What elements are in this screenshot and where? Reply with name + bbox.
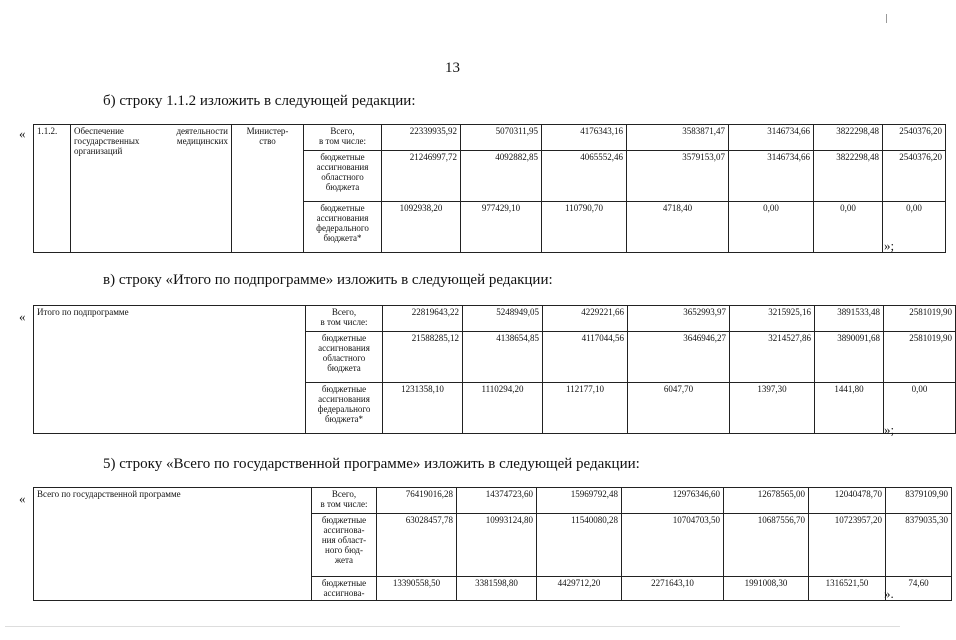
value-cell: 3146734,66 xyxy=(729,125,814,151)
value-cell: 6047,70 xyxy=(628,383,730,434)
type-total: Всего, в том числе: xyxy=(306,306,383,332)
value-cell: 3822298,48 xyxy=(814,151,883,202)
value-cell: 4429712,20 xyxy=(537,577,622,601)
value-cell: 1991008,30 xyxy=(724,577,809,601)
section-c-heading: 5) строку «Всего по государственной программе» изложить в следующей редакции: xyxy=(103,456,640,472)
value-cell: 3583871,47 xyxy=(627,125,729,151)
value-cell: 3214527,86 xyxy=(730,332,815,383)
value-cell: 3891533,48 xyxy=(815,306,884,332)
value-cell: 4138654,85 xyxy=(463,332,543,383)
close-quote: »; xyxy=(884,422,895,437)
row-name: Итого по подпрограмме xyxy=(34,306,306,434)
row-executor: Министер- ство xyxy=(232,125,304,253)
value-cell: 0,00 xyxy=(884,383,956,434)
type-federal: бюджетные ассигнова- xyxy=(312,577,377,601)
value-cell: 4092882,85 xyxy=(461,151,542,202)
close-quote: ». xyxy=(884,586,894,601)
row-code: 1.1.2. xyxy=(34,125,71,253)
value-cell: 21246997,72 xyxy=(382,151,461,202)
value-cell: 12040478,70 xyxy=(809,488,886,514)
value-cell: 1441,80 xyxy=(815,383,884,434)
value-cell: 4117044,56 xyxy=(543,332,628,383)
value-cell: 1316521,50 xyxy=(809,577,886,601)
value-cell: 12678565,00 xyxy=(724,488,809,514)
type-federal: бюджетные ассигнования федерального бюджета* xyxy=(304,202,382,253)
value-cell: 8379109,90 xyxy=(886,488,952,514)
value-cell: 1397,30 xyxy=(730,383,815,434)
section-c-table xyxy=(33,487,952,601)
value-cell: 10993124,80 xyxy=(457,514,537,577)
table-row xyxy=(34,306,956,332)
scan-edge xyxy=(5,626,900,627)
value-cell: 2540376,20 xyxy=(883,151,946,202)
value-cell: 977429,10 xyxy=(461,202,542,253)
type-total: Всего, в том числе: xyxy=(312,488,377,514)
open-quote: « xyxy=(19,309,26,324)
value-cell: 63028457,78 xyxy=(377,514,457,577)
value-cell: 22819643,22 xyxy=(383,306,463,332)
value-cell: 12976346,60 xyxy=(622,488,724,514)
value-cell: 4176343,16 xyxy=(542,125,627,151)
close-quote: »; xyxy=(884,238,895,253)
value-cell: 2271643,10 xyxy=(622,577,724,601)
row-name: Всего по государственной программе xyxy=(34,488,312,601)
value-cell: 0,00 xyxy=(814,202,883,253)
table-row xyxy=(34,488,952,514)
value-cell: 13390558,50 xyxy=(377,577,457,601)
value-cell: 10723957,20 xyxy=(809,514,886,577)
value-cell: 2581019,90 xyxy=(884,332,956,383)
type-total: Всего, в том числе: xyxy=(304,125,382,151)
value-cell: 4718,40 xyxy=(627,202,729,253)
value-cell: 10704703,50 xyxy=(622,514,724,577)
value-cell: 3215925,16 xyxy=(730,306,815,332)
value-cell: 8379035,30 xyxy=(886,514,952,577)
value-cell: 1231358,10 xyxy=(383,383,463,434)
value-cell: 15969792,48 xyxy=(537,488,622,514)
value-cell: 110790,70 xyxy=(542,202,627,253)
value-cell: 3381598,80 xyxy=(457,577,537,601)
value-cell: 3146734,66 xyxy=(729,151,814,202)
value-cell: 1110294,20 xyxy=(463,383,543,434)
type-regional: бюджетные ассигнования областного бюджета xyxy=(306,332,383,383)
section-a-table xyxy=(33,124,946,253)
section-a-heading: б) строку 1.1.2 изложить в следующей редакции: xyxy=(103,93,416,109)
type-regional: бюджетные ассигнова- ния област- ного бюд- жета xyxy=(312,514,377,577)
page-number: 13 xyxy=(445,60,460,76)
open-quote: « xyxy=(19,491,26,506)
value-cell: 3579153,07 xyxy=(627,151,729,202)
value-cell: 3822298,48 xyxy=(814,125,883,151)
value-cell: 3652993,97 xyxy=(628,306,730,332)
value-cell: 22339935,92 xyxy=(382,125,461,151)
row-name: Обеспечение деятельности государственных медицинских организаций xyxy=(71,125,232,253)
value-cell: 2540376,20 xyxy=(883,125,946,151)
value-cell: 4065552,46 xyxy=(542,151,627,202)
value-cell: 112177,10 xyxy=(543,383,628,434)
type-federal: бюджетные ассигнования федерального бюджета* xyxy=(306,383,383,434)
value-cell: 10687556,70 xyxy=(724,514,809,577)
value-cell: 3646946,27 xyxy=(628,332,730,383)
value-cell: 76419016,28 xyxy=(377,488,457,514)
table-row xyxy=(34,125,946,151)
value-cell: 14374723,60 xyxy=(457,488,537,514)
section-b-table xyxy=(33,305,956,434)
value-cell: 4229221,66 xyxy=(543,306,628,332)
value-cell: 11540080,28 xyxy=(537,514,622,577)
value-cell: 5070311,95 xyxy=(461,125,542,151)
type-regional: бюджетные ассигнования областного бюджета xyxy=(304,151,382,202)
value-cell: 0,00 xyxy=(883,202,946,253)
value-cell: 3890091,68 xyxy=(815,332,884,383)
open-quote: « xyxy=(19,126,26,141)
value-cell: 21588285,12 xyxy=(383,332,463,383)
value-cell: 0,00 xyxy=(729,202,814,253)
value-cell: 2581019,90 xyxy=(884,306,956,332)
value-cell: 1092938,20 xyxy=(382,202,461,253)
section-b-heading: в) строку «Итого по подпрограмме» изложить в следующей редакции: xyxy=(103,272,553,288)
scan-mark xyxy=(886,14,887,23)
value-cell: 74,60 xyxy=(886,577,952,601)
value-cell: 5248949,05 xyxy=(463,306,543,332)
